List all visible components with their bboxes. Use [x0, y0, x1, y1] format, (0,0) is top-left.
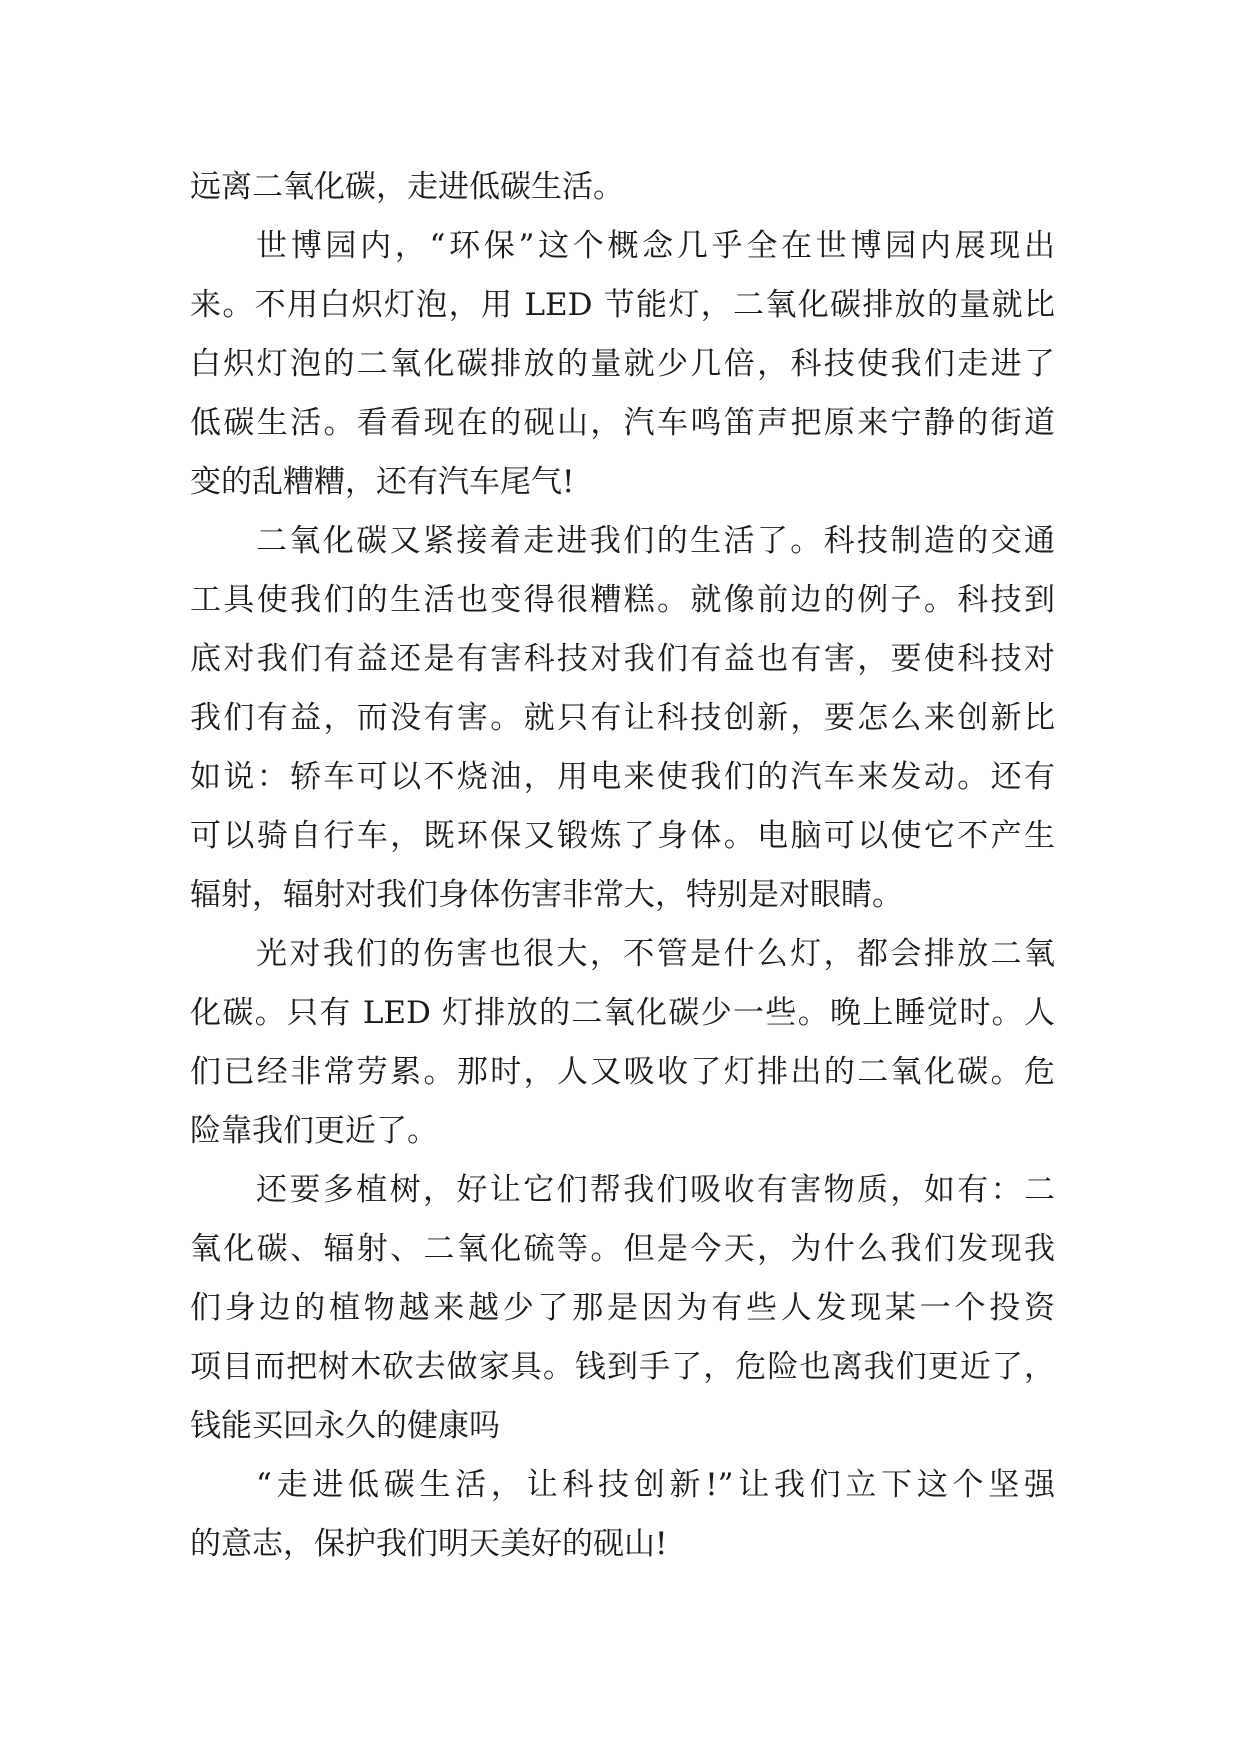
text-line: 底对我们有益还是有害科技对我们有益也有害，要使科技对 [190, 641, 1055, 677]
text-line: 还要多植树，好让它们帮我们吸收有害物质，如有：二 [256, 1172, 1055, 1208]
text-line: 们身边的植物越来越少了那是因为有些人发现某一个投资 [190, 1290, 1055, 1326]
paragraph [190, 512, 1055, 925]
text-line: 远离二氧化碳，走进低碳生活。 [190, 169, 624, 205]
text-line: 的意志，保护我们明天美好的砚山! [190, 1526, 668, 1562]
document-body [190, 158, 1055, 1574]
text-line: 世博园内，“环保”这个概念几乎全在世博园内展现出 [256, 228, 1055, 264]
paragraph [190, 158, 1055, 217]
text-line: 光对我们的伤害也很大，不管是什么灯，都会排放二氧 [256, 936, 1055, 972]
text-line: 来。不用白炽灯泡，用 LED 节能灯，二氧化碳排放的量就比 [190, 287, 1055, 323]
text-line: 钱能买回永久的健康吗 [190, 1408, 500, 1444]
text-line: 工具使我们的生活也变得很糟糕。就像前边的例子。科技到 [190, 582, 1055, 618]
paragraph [190, 925, 1055, 1161]
text-line: 们已经非常劳累。那时，人又吸收了灯排出的二氧化碳。危 [190, 1054, 1055, 1090]
text-line: 辐射，辐射对我们身体伤害非常大，特别是对眼睛。 [190, 877, 903, 913]
paragraph [190, 217, 1055, 512]
text-line: 二氧化碳又紧接着走进我们的生活了。科技制造的交通 [256, 523, 1055, 559]
text-line: “走进低碳生活，让科技创新!”让我们立下这个坚强 [256, 1467, 1055, 1503]
paragraph [190, 1161, 1055, 1456]
text-line: 可以骑自行车，既环保又锻炼了身体。电脑可以使它不产生 [190, 818, 1055, 854]
text-line: 险靠我们更近了。 [190, 1113, 438, 1149]
text-line: 变的乱糟糟，还有汽车尾气! [190, 464, 575, 500]
text-line: 如说：轿车可以不烧油，用电来使我们的汽车来发动。还有 [190, 759, 1055, 795]
text-line: 项目而把树木砍去做家具。钱到手了，危险也离我们更近了， [190, 1349, 1055, 1385]
text-line: 化碳。只有 LED 灯排放的二氧化碳少一些。晚上睡觉时。人 [190, 995, 1055, 1031]
paragraph [190, 1456, 1055, 1574]
text-line: 我们有益，而没有害。就只有让科技创新，要怎么来创新比 [190, 700, 1055, 736]
text-line: 低碳生活。看看现在的砚山，汽车鸣笛声把原来宁静的街道 [190, 405, 1055, 441]
text-line: 氧化碳、辐射、二氧化硫等。但是今天，为什么我们发现我 [190, 1231, 1055, 1267]
text-line: 白炽灯泡的二氧化碳排放的量就少几倍，科技使我们走进了 [190, 346, 1055, 382]
